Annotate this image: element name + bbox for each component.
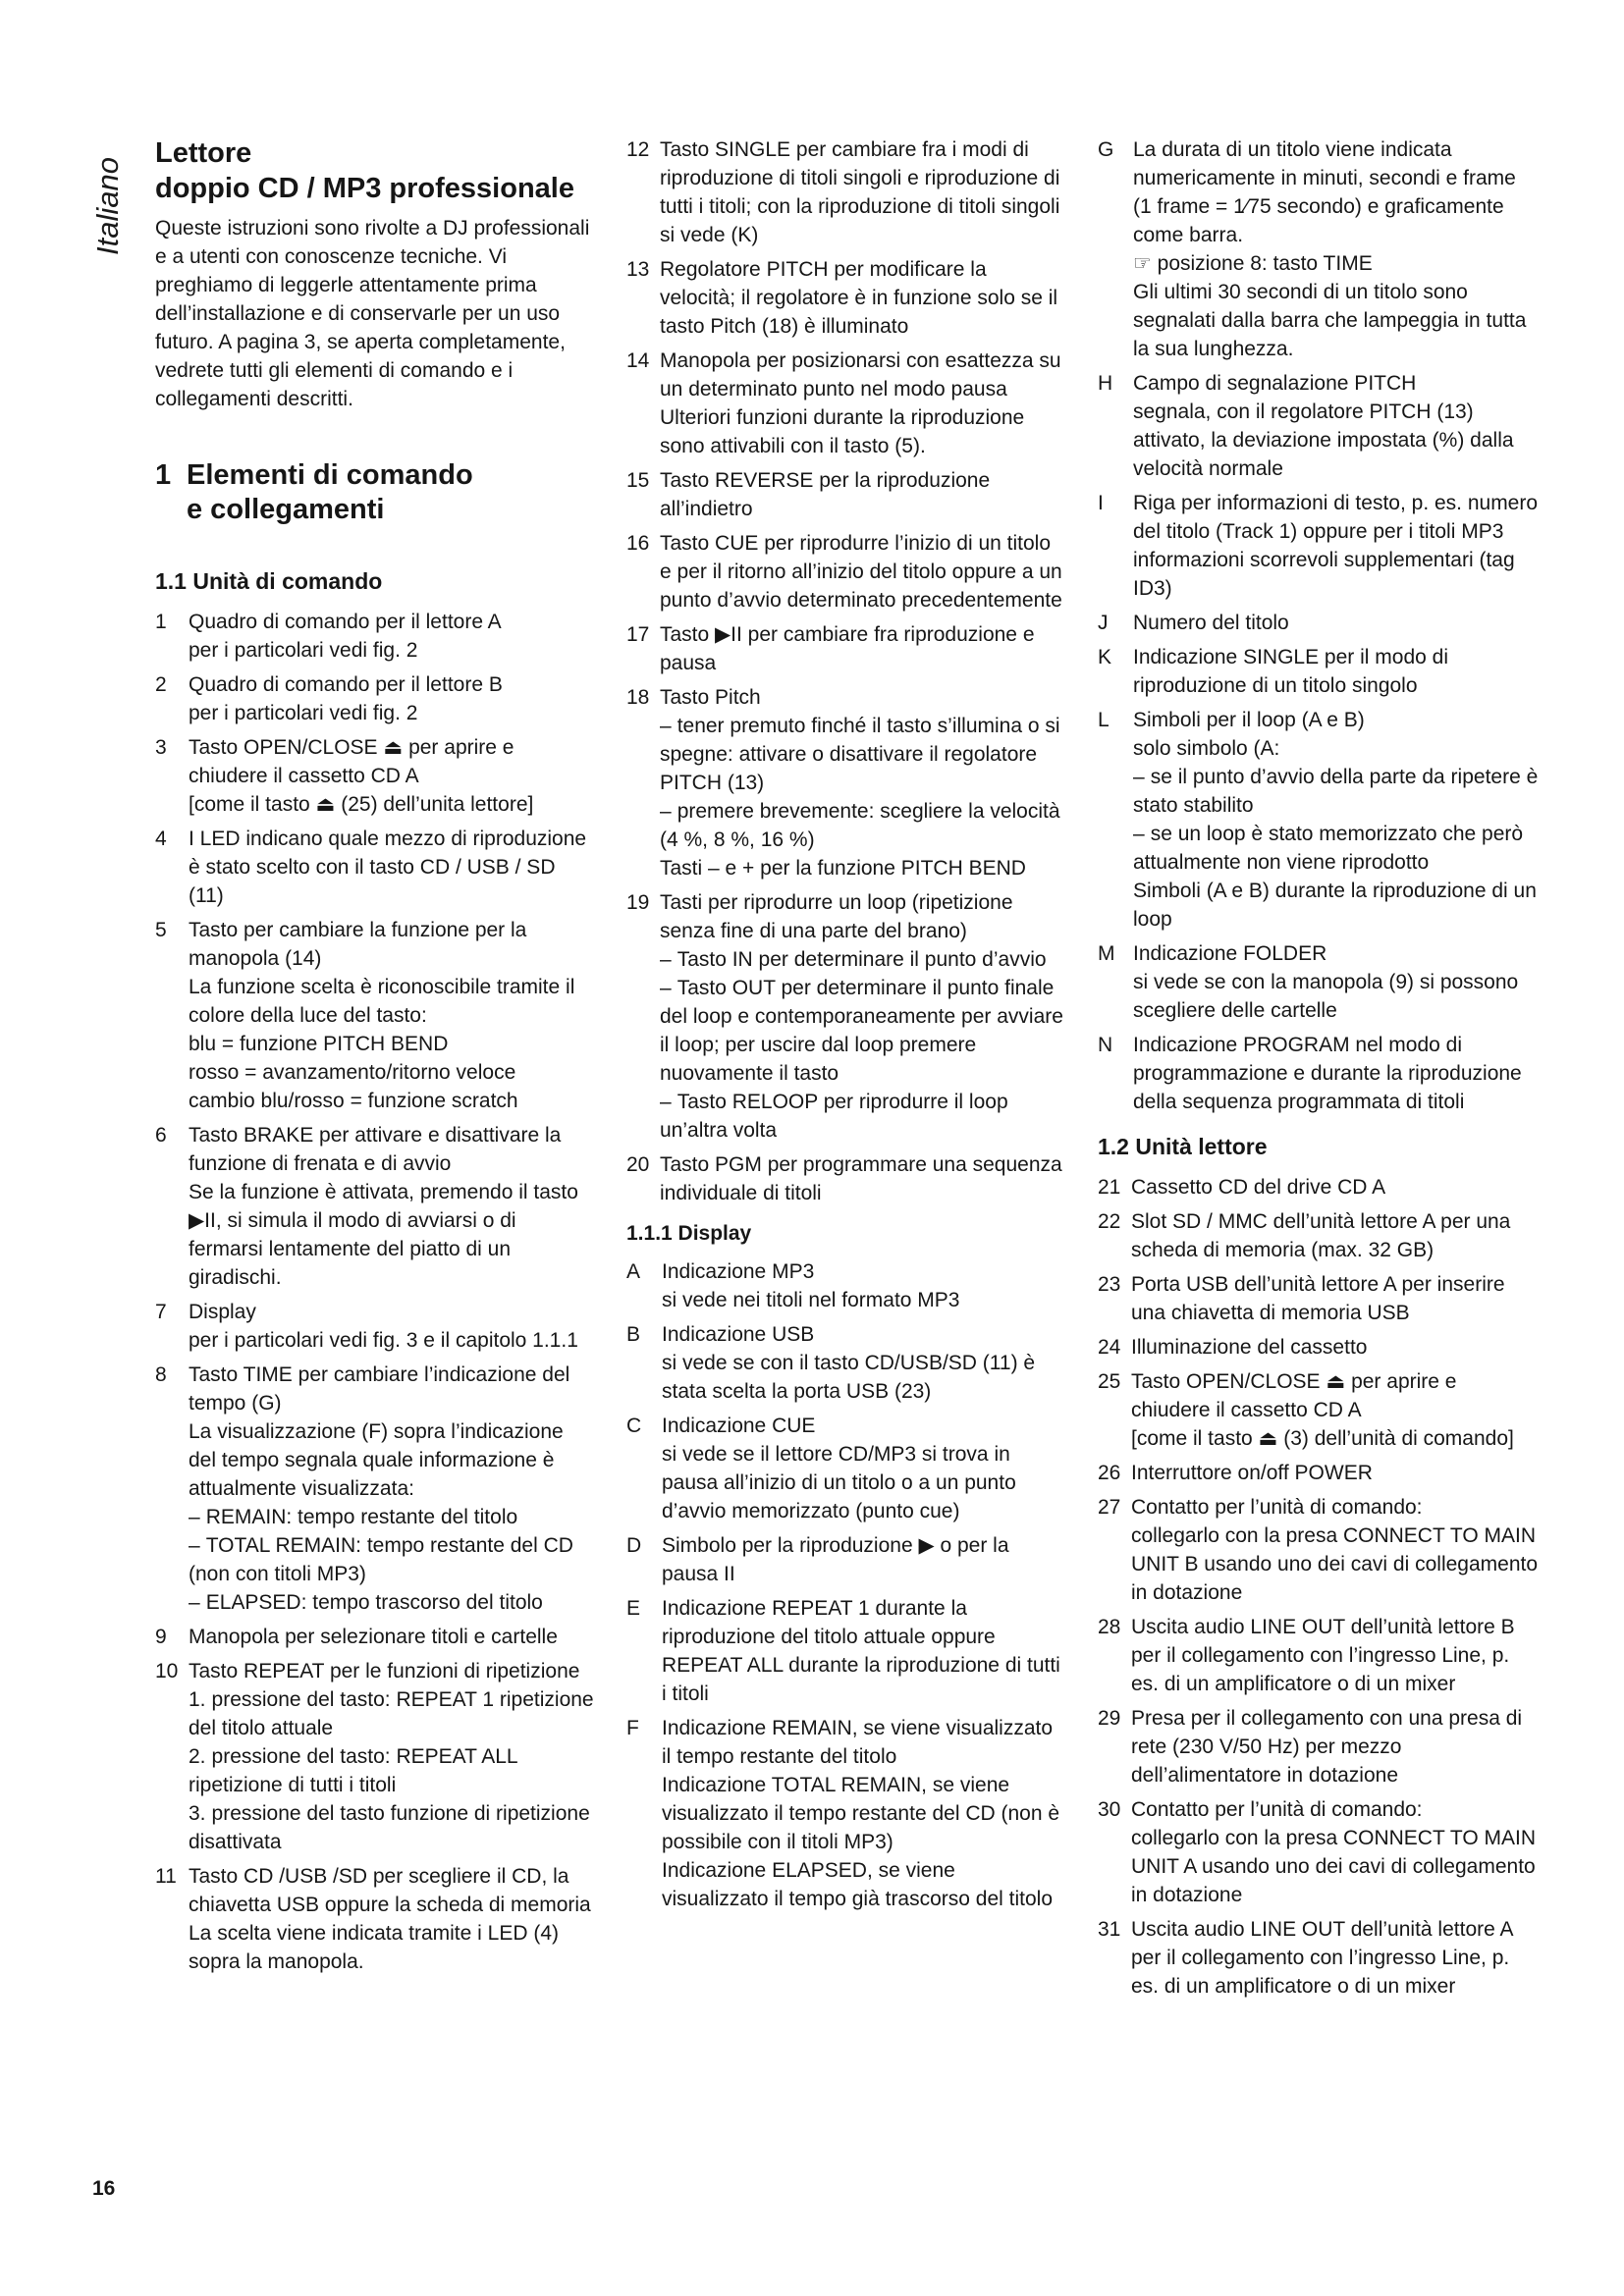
item-text: La durata di un titolo viene indicata numericamente in minuti, secondi e frame (1 frame = 1⁄75 secondo) e graficamente come barra.: [1133, 138, 1516, 246]
list-item: [1098, 1704, 1540, 1789]
sub-item-text: pressione del tasto funzione di ripetizione disattivata: [189, 1802, 590, 1853]
item-body: [1131, 1704, 1540, 1789]
list-item: [1098, 1270, 1540, 1327]
title-line-1: Lettore: [155, 137, 252, 169]
item-text: La visualizzazione (F) sopra l’indicazione del tempo segnala quale informazione è attualmente visualizzata:: [189, 1420, 564, 1500]
sub-item-text: TOTAL REMAIN: tempo restante del CD (non con titoli MP3): [189, 1534, 573, 1585]
column-2: [626, 135, 1066, 1919]
sub-item-text: se un loop è stato memorizzato che però attualmente non viene riprodotto: [1133, 823, 1524, 874]
item-marker: 22: [1098, 1210, 1121, 1233]
sub-item-text: Tasto IN per determinare il punto d’avvio: [677, 948, 1047, 971]
item-marker: 17: [626, 623, 650, 646]
display-item: [1098, 939, 1540, 1025]
item-marker: N: [1098, 1034, 1113, 1056]
item-text: La funzione scelta è riconoscibile tramite il colore della luce del tasto:: [189, 976, 575, 1027]
item-marker: 18: [626, 686, 650, 709]
item-text: Gli ultimi 30 secondi di un titolo sono segnalati dalla barra che lampeggia in tutta la sua lunghezza.: [1133, 281, 1527, 360]
subsection-heading: 1.1 Unità di comando: [155, 568, 383, 594]
sub-item-marker: –: [660, 948, 672, 971]
sub-item-text: Tasto RELOOP per riprodurre il loop un’altra volta: [660, 1091, 1008, 1142]
display-item: [626, 1320, 1066, 1406]
display-item: [626, 1531, 1066, 1588]
item-text: Contatto per l’unità di comando:: [1131, 1798, 1423, 1821]
item-text: Manopola per posizionarsi con esattezza su un determinato punto nel modo pausa: [660, 349, 1061, 400]
list-item: [1098, 1459, 1540, 1487]
sub-item-text: ELAPSED: tempo trascorso del titolo: [205, 1591, 543, 1614]
sub-item-text: se il punto d’avvio della parte da ripetere è stato stabilito: [1133, 766, 1539, 817]
list-item: [1098, 1795, 1540, 1909]
language-tab: [88, 128, 128, 285]
item-marker: 26: [1098, 1462, 1121, 1484]
item-marker: H: [1098, 372, 1113, 395]
column-3: [1098, 135, 1540, 2006]
item-text: si vede se il lettore CD/MP3 si trova in pausa all’inizio di un titolo o a un punto d’avvio memorizzato (punto cue): [662, 1443, 1016, 1522]
display-item: [1098, 135, 1540, 363]
item-note: Simboli (A e B) durante la riproduzione di un loop: [1133, 880, 1537, 931]
list-item: [626, 683, 1066, 882]
sub-item-text: pressione del tasto: REPEAT ALL ripetizione di tutti i titoli: [189, 1745, 517, 1796]
item-text: Tasto CD /USB /SD per scegliere il CD, la chiavetta USB oppure la scheda di memoria: [189, 1865, 591, 1916]
list-item: [1098, 1173, 1540, 1201]
item-text: Indicazione USB: [662, 1323, 815, 1346]
display-heading: 1.1.1 Display: [626, 1222, 752, 1245]
list-item: [155, 1862, 595, 1976]
title-line-2: doppio CD / MP3 professionale: [155, 173, 574, 204]
item-marker: 12: [626, 138, 650, 161]
item-body: [1133, 609, 1540, 637]
item-body: [189, 1298, 595, 1355]
item-text: La scelta viene indicata tramite i LED (4) sopra la manopola.: [189, 1922, 560, 1973]
item-text: Tasto REVERSE per la riproduzione all’indietro: [660, 469, 991, 520]
sub-item-marker: –: [189, 1591, 200, 1614]
item-marker: 27: [1098, 1496, 1121, 1519]
sub-item: [189, 1503, 595, 1531]
sub-item: [660, 945, 1066, 974]
sub-item-marker: 1.: [189, 1688, 206, 1711]
item-text: Simboli per il loop (A e B): [1133, 709, 1365, 731]
item-note: Tasti – e + per la funzione PITCH BEND: [660, 857, 1026, 880]
item-marker: 25: [1098, 1370, 1121, 1393]
item-marker: 8: [155, 1363, 167, 1386]
item-text: Tasto PGM per programmare una sequenza individuale di titoli: [660, 1153, 1062, 1204]
item-marker: L: [1098, 709, 1110, 731]
column-1: [155, 135, 595, 1982]
list-item: [155, 1623, 595, 1651]
item-text: Manopola per selezionare titoli e cartelle: [189, 1626, 558, 1648]
item-body: [660, 1150, 1066, 1207]
sub-item: [660, 974, 1066, 1088]
item-text: Ulteriori funzioni durante la riproduzione sono attivabili con il tasto (5).: [660, 406, 1025, 457]
list-item: [155, 1657, 595, 1856]
display-item: [1098, 1031, 1540, 1116]
item-body: [1133, 643, 1540, 700]
item-marker: K: [1098, 646, 1112, 668]
item-body: [660, 135, 1066, 249]
item-text: Regolatore PITCH per modificare la velocità; il regolatore è in funzione solo se il tasto Pitch (18) è illuminato: [660, 258, 1058, 338]
list-item: [155, 733, 595, 819]
item-text: per i particolari vedi fig. 2: [189, 639, 418, 662]
item-body: [660, 347, 1066, 460]
sub-item-marker: –: [1133, 766, 1145, 788]
item-body: [189, 608, 595, 665]
item-text: Tasto BRAKE per attivare e disattivare la funzione di frenata e di avvio: [189, 1124, 562, 1175]
intro-paragraph: Queste istruzioni sono rivolte a DJ professionali e a utenti con conoscenze tecniche. Vi preghiamo di leggerle attentamente prima dell’installazione e di conservarle per un uso futuro. A pagina 3, se aperta completamente, vedrete tutti gli elementi di comando e i collegamenti descritti.: [155, 217, 590, 410]
sub-item: [660, 797, 1066, 854]
display-item: [626, 1257, 1066, 1314]
item-text: Tasto OPEN/CLOSE ⏏ per aprire e chiudere il cassetto CD A: [1131, 1370, 1457, 1421]
item-body: [1131, 1459, 1540, 1487]
item-marker: 31: [1098, 1918, 1121, 1941]
item-body: [1131, 1493, 1540, 1607]
sub-item: [660, 712, 1066, 797]
sub-item: [1133, 820, 1540, 877]
item-marker: F: [626, 1717, 639, 1739]
language-label: Italiano: [90, 157, 125, 255]
list-item: [155, 825, 595, 910]
sub-item-text: tener premuto finché il tasto s’illumina o si spegne: attivare o disattivare il regolatore PITCH (13): [660, 715, 1060, 794]
item-body: [189, 1623, 595, 1651]
item-marker: 16: [626, 532, 650, 555]
item-text: si vede se con la manopola (9) si possono scegliere delle cartelle: [1133, 971, 1519, 1022]
item-text: Indicazione ELAPSED, se viene visualizzato il tempo già trascorso del titolo: [662, 1859, 1054, 1910]
item-text: Display: [189, 1301, 256, 1323]
list-item: [1098, 1367, 1540, 1453]
display-item: [626, 1594, 1066, 1708]
item-text: Tasti per riprodurre un loop (ripetizione senza fine di una parte del brano): [660, 891, 1013, 942]
item-text: Slot SD / MMC dell’unità lettore A per una scheda di memoria (max. 32 GB): [1131, 1210, 1511, 1261]
item-text: Se la funzione è attivata, premendo il tasto ▶II, si simula il modo di avviarsi o di fermarsi lentamente del piatto di un giradischi.: [189, 1181, 578, 1289]
item-body: [1133, 135, 1540, 363]
item-text: Tasto OPEN/CLOSE ⏏ per aprire e chiudere il cassetto CD A: [189, 736, 514, 787]
item-marker: 11: [155, 1865, 177, 1888]
display-item: [1098, 706, 1540, 934]
item-body: [662, 1714, 1066, 1913]
item-text: Interruttore on/off POWER: [1131, 1462, 1373, 1484]
item-text: Indicazione SINGLE per il modo di riproduzione di un titolo singolo: [1133, 646, 1448, 697]
item-text: Presa per il collegamento con una presa di rete (230 V/50 Hz) per mezzo dell’alimentatore in dotazione: [1131, 1707, 1523, 1787]
sub-item-marker: 3.: [189, 1802, 206, 1825]
item-marker: 29: [1098, 1707, 1121, 1730]
item-text: ☞ posizione 8: tasto TIME: [1133, 252, 1373, 275]
sub-item-text: Tasto OUT per determinare il punto finale del loop e contemporaneamente per avviare il loop; per uscire dal loop premere nuovamente il tasto: [660, 977, 1063, 1085]
item-body: [1131, 1795, 1540, 1909]
item-body: [660, 529, 1066, 614]
item-text: Indicazione REPEAT 1 durante la riproduzione del titolo attuale oppure REPEAT ALL durante la riproduzione di tutti i titoli: [662, 1597, 1060, 1705]
display-item: [1098, 489, 1540, 603]
item-text: blu = funzione PITCH BEND: [189, 1033, 449, 1055]
item-text: collegarlo con la presa CONNECT TO MAIN UNIT B usando uno dei cavi di collegamento in dotazione: [1131, 1524, 1539, 1604]
control-unit-list-continued: [626, 135, 1066, 1207]
player-unit-list: [1098, 1173, 1540, 2001]
item-text: I LED indicano quale mezzo di riproduzione è stato scelto con il tasto CD / USB / SD (11): [189, 828, 587, 907]
sub-item-marker: –: [660, 715, 672, 737]
display-list: [626, 1257, 1066, 1913]
item-text: Tasto ▶II per cambiare fra riproduzione e pausa: [660, 623, 1035, 674]
item-marker: 30: [1098, 1798, 1121, 1821]
sub-item-marker: 2.: [189, 1745, 206, 1768]
display-list-continued: [1098, 135, 1540, 1116]
item-body: [662, 1257, 1066, 1314]
item-body: [189, 1121, 595, 1292]
item-text: Numero del titolo: [1133, 612, 1289, 634]
item-text: per i particolari vedi fig. 3 e il capitolo 1.1.1: [189, 1329, 578, 1352]
item-marker: 23: [1098, 1273, 1121, 1296]
item-text: Indicazione CUE: [662, 1415, 816, 1437]
list-item: [626, 255, 1066, 341]
display-item: [1098, 609, 1540, 637]
item-marker: 7: [155, 1301, 167, 1323]
item-text: Indicazione MP3: [662, 1260, 815, 1283]
list-item: [155, 1298, 595, 1355]
item-marker: 3: [155, 736, 167, 759]
item-marker: 20: [626, 1153, 650, 1176]
item-text: Riga per informazioni di testo, p. es. numero del titolo (Track 1) oppure per i titoli MP3 informazioni scorrevoli supplementari (tag ID3): [1133, 492, 1539, 600]
item-text: Simbolo per la riproduzione ▶ o per la pausa II: [662, 1534, 1009, 1585]
item-body: [189, 1361, 595, 1617]
item-text: Tasto SINGLE per cambiare fra i modi di riproduzione di titoli singoli e riproduzione di tutti i titoli; con la riproduzione di titoli singoli si vede (K): [660, 138, 1060, 246]
item-marker: 1: [155, 611, 167, 633]
item-marker: B: [626, 1323, 641, 1346]
item-body: [1131, 1173, 1540, 1201]
item-text: Tasto REPEAT per le funzioni di ripetizione: [189, 1660, 580, 1682]
item-body: [1133, 1031, 1540, 1116]
sub-item-marker: –: [660, 1091, 672, 1113]
sub-item-text: pressione del tasto: REPEAT 1 ripetizione del titolo attuale: [189, 1688, 594, 1739]
section-title: [187, 458, 473, 527]
item-text: Indicazione TOTAL REMAIN, se viene visualizzato il tempo restante del CD (non è possibile con il titoli MP3): [662, 1774, 1060, 1853]
sub-item-marker: –: [1133, 823, 1145, 845]
section-number: 1: [155, 459, 172, 491]
list-item: [155, 608, 595, 665]
item-body: [1131, 1270, 1540, 1327]
sub-item: [660, 1088, 1066, 1145]
list-item: [155, 916, 595, 1115]
list-item: [1098, 1915, 1540, 2001]
item-text: Campo di segnalazione PITCH: [1133, 372, 1417, 395]
item-text: Contatto per l’unità di comando:: [1131, 1496, 1423, 1519]
item-marker: 13: [626, 258, 650, 281]
item-text: si vede nei titoli nel formato MP3: [662, 1289, 960, 1311]
list-item: [1098, 1493, 1540, 1607]
sub-item: [189, 1742, 595, 1799]
sub-item: [189, 1799, 595, 1856]
item-marker: 4: [155, 828, 167, 850]
list-item: [155, 1121, 595, 1292]
item-body: [189, 1657, 595, 1856]
list-item: [155, 1361, 595, 1617]
item-text: solo simbolo (A:: [1133, 737, 1280, 760]
item-text: cambio blu/rosso = funzione scratch: [189, 1090, 518, 1112]
display-item: [626, 1412, 1066, 1525]
list-item: [626, 1150, 1066, 1207]
list-item: [626, 888, 1066, 1145]
item-marker: M: [1098, 942, 1115, 965]
item-marker: 9: [155, 1626, 167, 1648]
item-marker: 15: [626, 469, 650, 492]
item-body: [189, 670, 595, 727]
list-item: [626, 135, 1066, 249]
list-item: [1098, 1333, 1540, 1362]
item-text: Cassetto CD del drive CD A: [1131, 1176, 1386, 1199]
item-marker: C: [626, 1415, 642, 1437]
item-text: rosso = avanzamento/ritorno veloce: [189, 1061, 516, 1084]
display-item: [1098, 369, 1540, 483]
item-text: Quadro di comando per il lettore B: [189, 673, 503, 696]
list-item: [626, 529, 1066, 614]
item-body: [660, 888, 1066, 1145]
item-text: Indicazione FOLDER: [1133, 942, 1327, 965]
item-body: [1133, 706, 1540, 934]
item-marker: 14: [626, 349, 650, 372]
item-text: Illuminazione del cassetto: [1131, 1336, 1368, 1359]
item-text: Quadro di comando per il lettore A: [189, 611, 502, 633]
item-marker: 28: [1098, 1616, 1121, 1638]
item-text: Indicazione PROGRAM nel modo di programmazione e durante la riproduzione della sequenza programmata di titoli: [1133, 1034, 1522, 1113]
item-marker: 21: [1098, 1176, 1121, 1199]
control-unit-list: [155, 608, 595, 1976]
list-item: [155, 670, 595, 727]
document-title: [155, 135, 595, 206]
item-body: [1131, 1207, 1540, 1264]
item-text: Porta USB dell’unità lettore A per inserire una chiavetta di memoria USB: [1131, 1273, 1505, 1324]
item-marker: 10: [155, 1660, 179, 1682]
item-marker: D: [626, 1534, 642, 1557]
sub-item: [189, 1588, 595, 1617]
display-item: [626, 1714, 1066, 1913]
item-text: collegarlo con la presa CONNECT TO MAIN UNIT A usando uno dei cavi di collegamento in dotazione: [1131, 1827, 1536, 1906]
display-item: [1098, 643, 1540, 700]
sub-item-marker: –: [189, 1506, 200, 1528]
section-title-line-1: Elementi di comando: [187, 459, 473, 491]
item-text: Indicazione REMAIN, se viene visualizzato il tempo restante del titolo: [662, 1717, 1054, 1768]
item-body: [660, 466, 1066, 523]
item-marker: J: [1098, 612, 1109, 634]
page-number: 16: [92, 2177, 116, 2200]
item-body: [189, 916, 595, 1115]
item-body: [662, 1594, 1066, 1708]
item-body: [660, 255, 1066, 341]
sub-item-marker: –: [660, 977, 672, 999]
list-item: [1098, 1613, 1540, 1698]
item-text: Tasto Pitch: [660, 686, 761, 709]
item-marker: 24: [1098, 1336, 1121, 1359]
list-item: [626, 466, 1066, 523]
item-body: [662, 1412, 1066, 1525]
item-body: [1131, 1915, 1540, 2001]
item-body: [1131, 1613, 1540, 1698]
item-body: [189, 1862, 595, 1976]
sub-item: [189, 1685, 595, 1742]
item-text: Uscita audio LINE OUT dell’unità lettore A per il collegamento con l’ingresso Line, p. es. di un amplificatore o di un mixer: [1131, 1918, 1513, 1998]
player-unit-heading: 1.2 Unità lettore: [1098, 1134, 1268, 1159]
sub-item-marker: –: [189, 1534, 200, 1557]
item-text: Uscita audio LINE OUT dell’unità lettore B per il collegamento con l’ingresso Line, p. es. di un amplificatore o di un mixer: [1131, 1616, 1515, 1695]
list-item: [1098, 1207, 1540, 1264]
item-text: segnala, con il regolatore PITCH (13) attivato, la deviazione impostata (%) dalla velocità normale: [1133, 400, 1514, 480]
item-marker: 6: [155, 1124, 167, 1147]
item-body: [1133, 489, 1540, 603]
section-heading: [155, 458, 595, 527]
item-marker: G: [1098, 138, 1114, 161]
item-body: [1133, 939, 1540, 1025]
sub-item-text: premere brevemente: scegliere la velocità (4 %, 8 %, 16 %): [660, 800, 1060, 851]
item-text: [come il tasto ⏏ (3) dell’unità di comando]: [1131, 1427, 1514, 1450]
sub-item: [189, 1531, 595, 1588]
item-marker: A: [626, 1260, 641, 1283]
item-body: [1133, 369, 1540, 483]
item-text: si vede se con il tasto CD/USB/SD (11) è stata scelta la porta USB (23): [662, 1352, 1036, 1403]
item-text: Tasto CUE per riprodurre l’inizio di un titolo e per il ritorno all’inizio del titolo oppure a un punto d’avvio determinato precedentemente: [660, 532, 1062, 612]
item-body: [1131, 1367, 1540, 1453]
item-marker: 5: [155, 919, 167, 941]
item-body: [660, 683, 1066, 882]
sub-item-text: REMAIN: tempo restante del titolo: [205, 1506, 518, 1528]
item-marker: I: [1098, 492, 1104, 514]
item-body: [662, 1320, 1066, 1406]
section-title-line-2: e collegamenti: [187, 494, 385, 525]
item-body: [1131, 1333, 1540, 1362]
item-body: [189, 825, 595, 910]
item-marker: 19: [626, 891, 650, 914]
item-body: [660, 620, 1066, 677]
item-body: [189, 733, 595, 819]
item-text: Tasto TIME per cambiare l’indicazione del tempo (G): [189, 1363, 570, 1415]
sub-item-marker: –: [660, 800, 672, 823]
item-text: Tasto per cambiare la funzione per la manopola (14): [189, 919, 527, 970]
item-text: per i particolari vedi fig. 2: [189, 702, 418, 724]
list-item: [626, 620, 1066, 677]
list-item: [626, 347, 1066, 460]
item-marker: 2: [155, 673, 167, 696]
item-body: [662, 1531, 1066, 1588]
item-marker: E: [626, 1597, 641, 1620]
sub-item: [1133, 763, 1540, 820]
item-text: [come il tasto ⏏ (25) dell’unita lettore]: [189, 793, 534, 816]
